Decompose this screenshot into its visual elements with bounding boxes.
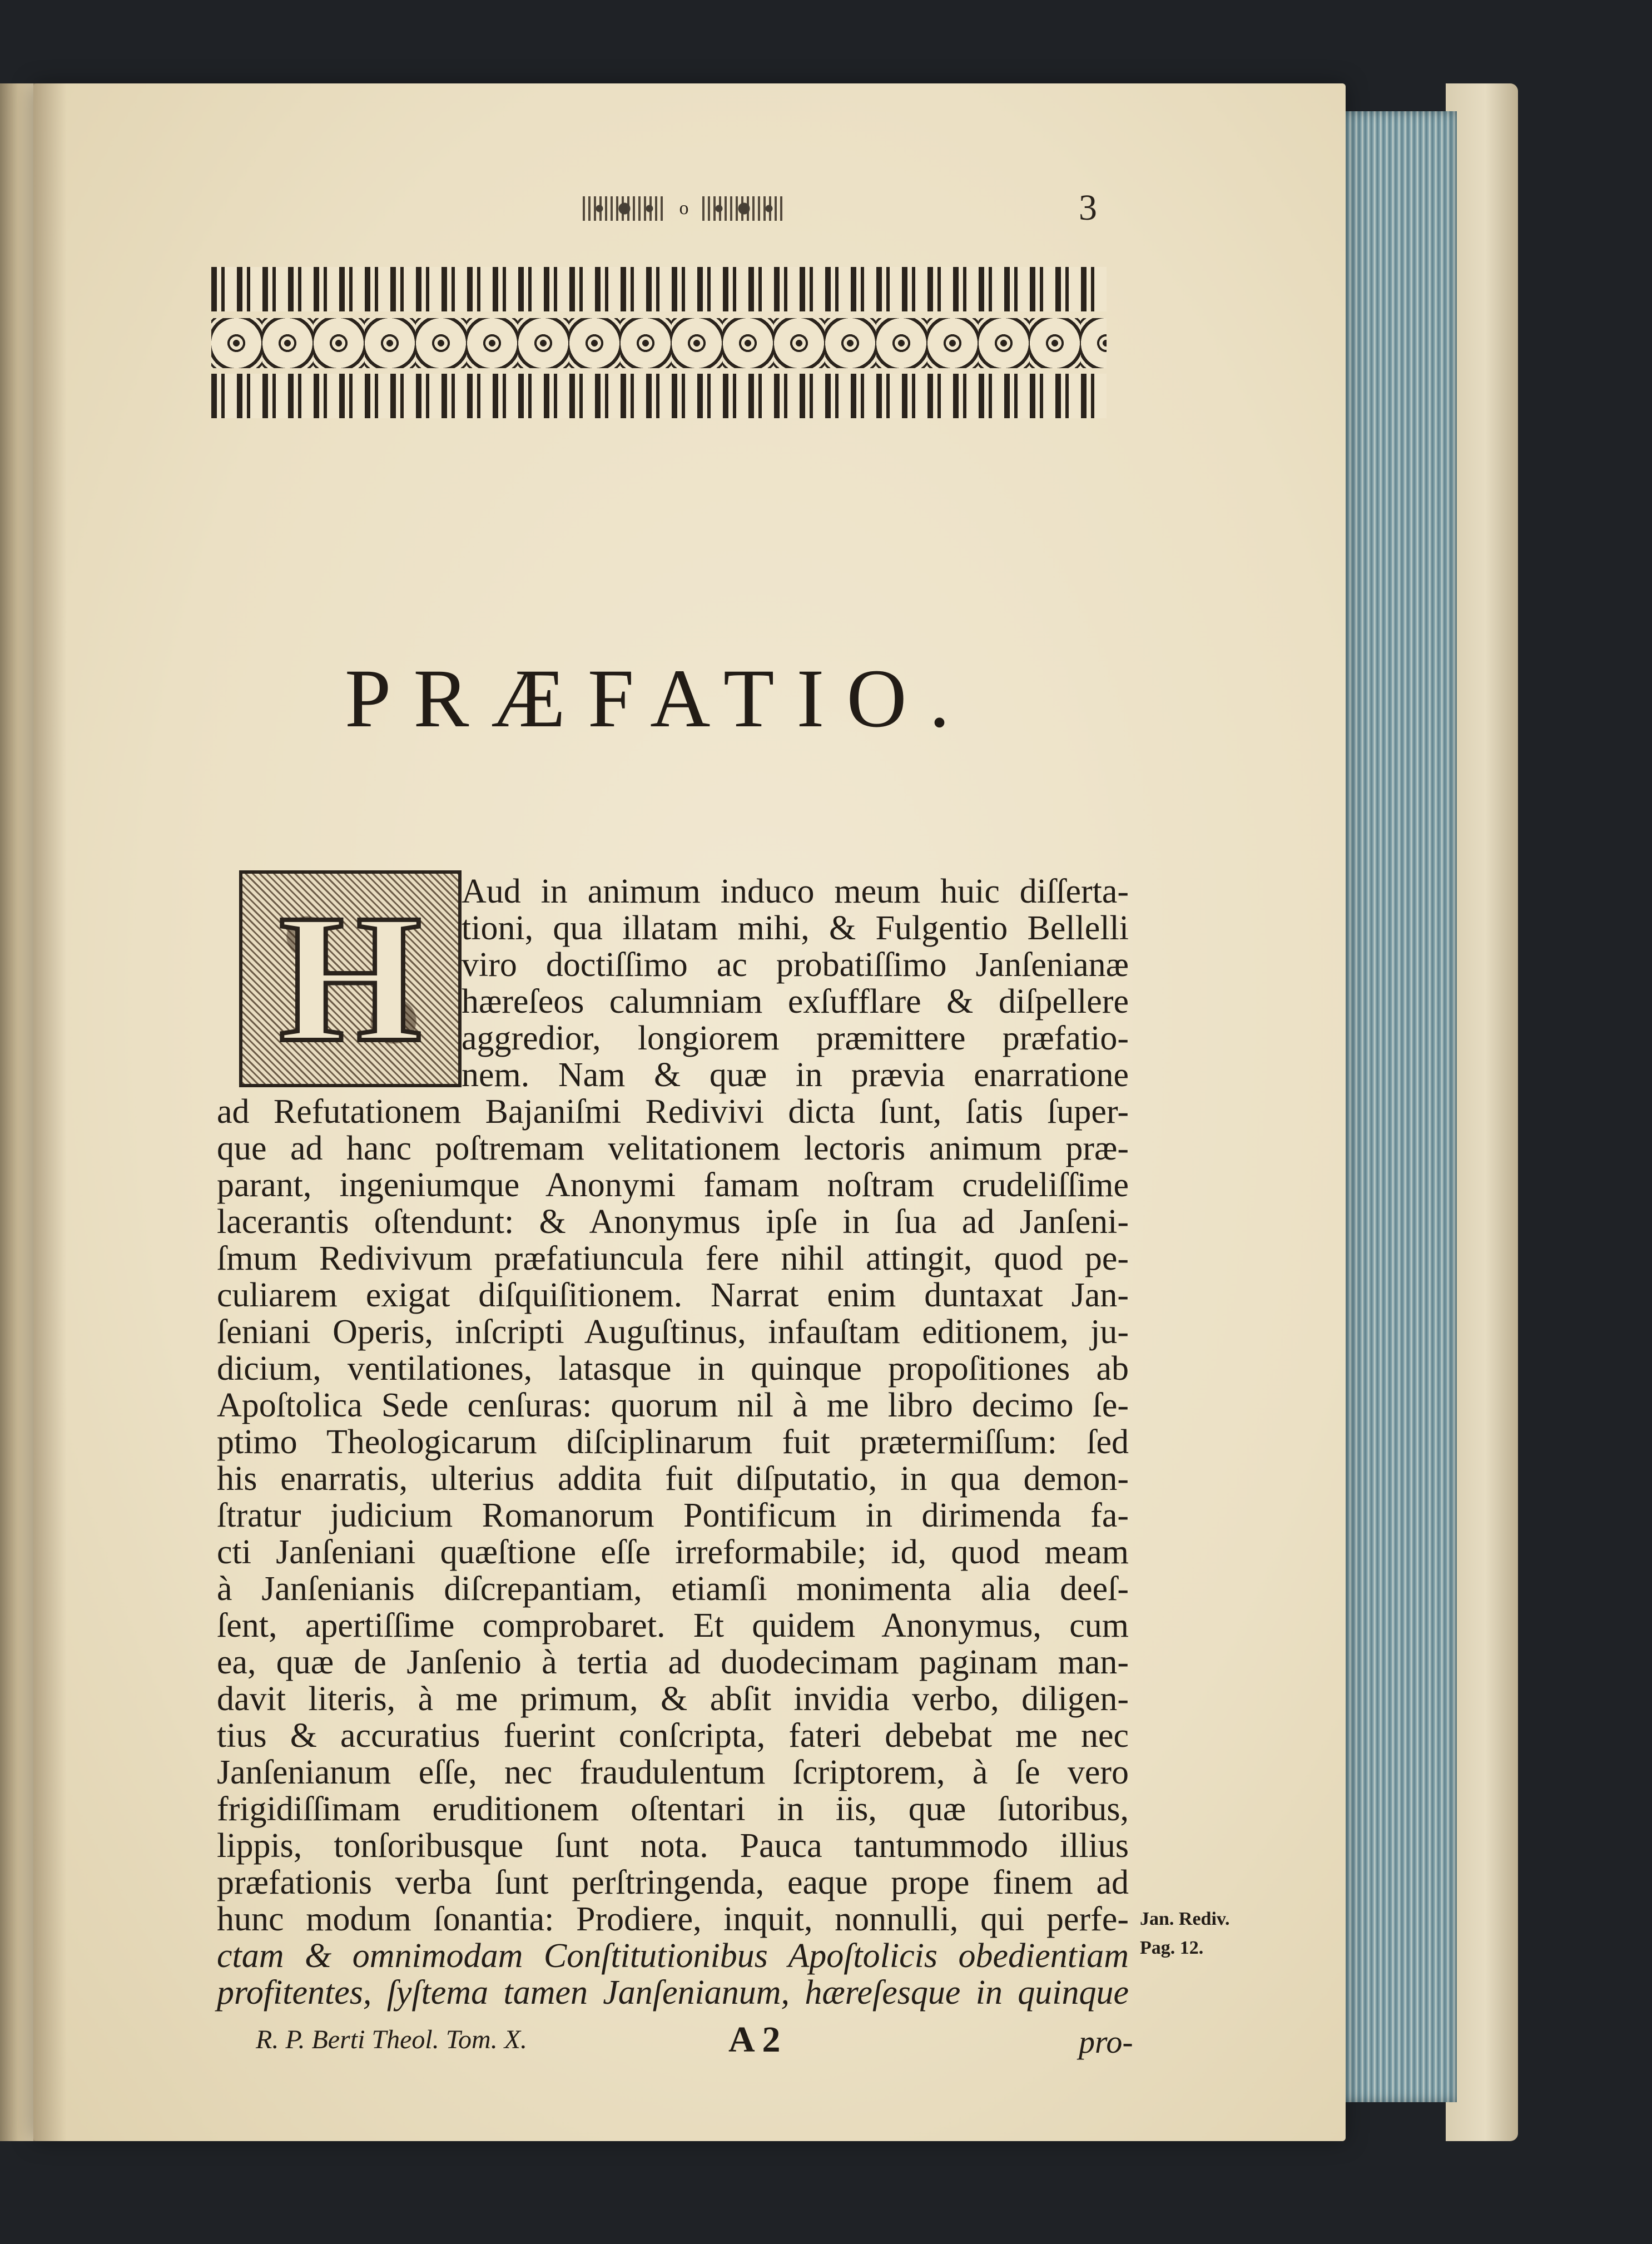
page-gutter — [33, 83, 67, 2141]
text-line: hæreſeos calumniam exſufflare & diſpellere — [462, 983, 1129, 1021]
footer-signature: R. P. Berti Theol. Tom. X. — [256, 2025, 528, 2054]
headpiece-band-bottom — [211, 374, 1107, 418]
text-line: Apoſtolica Sede cenſuras: quorum nil à me libro decimo ſe- — [217, 1386, 1129, 1424]
text-line: his enarratis, ulterius addita fuit diſputatio, in qua demon- — [217, 1460, 1129, 1498]
text-line: tioni, qua illatam mihi, & Fulgentio Bellelli — [462, 909, 1129, 947]
text-line: præfationis verba ſunt perſtringenda, eaque prope finem ad — [217, 1864, 1129, 1901]
header-ornament — [567, 189, 801, 228]
ornament-left-icon — [583, 196, 666, 221]
decorated-initial-icon — [239, 870, 462, 1087]
text-line: ſmum Redivivum præfatiuncula fere nihil attingit, quod pe- — [217, 1240, 1129, 1277]
text-line: cti Janſeniani quæſtione eſſe irreformabile; id, quod meam — [217, 1533, 1129, 1571]
text-line: ptimo Theologicarum diſciplinarum fuit prætermiſſum: ſed — [217, 1423, 1129, 1461]
margin-note: Pag. 12. — [1140, 1938, 1204, 1958]
headpiece-band-top — [211, 267, 1107, 311]
text-line: lacerantis oſtendunt: & Anonymus ipſe in ſua ad Janſeni- — [217, 1203, 1129, 1241]
text-line: à Janſenianis diſcrepantiam, etiamſi monimenta alia deeſ- — [217, 1570, 1129, 1608]
text-line: davit literis, à me primum, & abſit invidia verbo, diligen- — [217, 1680, 1129, 1718]
text-line: nem. Nam & quæ in prævia enarratione — [462, 1056, 1129, 1094]
text-line: dicium, ventilationes, latasque in quinque propoſitiones ab — [217, 1350, 1129, 1388]
text-line: Janſenianum eſſe, nec fraudulentum ſcriptorem, à ſe vero — [217, 1753, 1129, 1791]
text-line: ctam & omnimodam Conſtitutionibus Apoſtolicis obedientiam — [217, 1937, 1129, 1975]
page-title: PRÆFATIO. — [345, 652, 973, 745]
text-line: hunc modum ſonantia: Prodiere, inquit, nonnulli, qui perfe- — [217, 1900, 1129, 1938]
book-page — [33, 83, 1346, 2141]
text-line: ſtratur judicium Romanorum Pontificum in dirimenda fa- — [217, 1497, 1129, 1534]
initial-letter: H — [279, 877, 422, 1080]
signature-mark: A 2 — [728, 2019, 781, 2060]
page-number: 3 — [1079, 187, 1097, 228]
text-line: ſeniani Operis, inſcripti Auguſtinus, infauſtam editionem, ju- — [217, 1313, 1129, 1351]
text-line: profitentes, ſyſtema tamen Janſenianum, hæreſesque in quinque — [217, 1974, 1129, 2012]
text-line: Aud in animum induco meum huic diſſerta- — [462, 873, 1129, 910]
text-line: culiarem exigat diſquiſitionem. Narrat enim duntaxat Jan- — [217, 1276, 1129, 1314]
text-line: aggredior, longiorem præmittere præfatio- — [462, 1019, 1129, 1057]
text-line: ea, quæ de Janſenio à tertia ad duodecimam paginam man- — [217, 1643, 1129, 1681]
text-line: parant, ingeniumque Anonymi famam noſtram crudeliſſime — [217, 1166, 1129, 1204]
text-line: tius & accuratius fuerint conſcripta, fateri debebat me nec — [217, 1717, 1129, 1755]
text-line: viro doctiſſimo ac probatiſſimo Janſenianæ — [462, 946, 1129, 984]
ornament-right-icon — [702, 196, 786, 221]
text-line: lippis, tonſoribusque ſunt nota. Pauca tantummodo illius — [217, 1827, 1129, 1865]
text-line: ad Refutationem Bajaniſmi Redivivi dicta ſunt, ſatis ſuper- — [217, 1093, 1129, 1131]
catchword: pro- — [1079, 2024, 1133, 2060]
margin-note: Jan. Rediv. — [1140, 1909, 1230, 1929]
text-line: ſent, apertiſſime comprobaret. Et quidem Anonymus, cum — [217, 1607, 1129, 1644]
text-line: frigidiſſimam eruditionem oſtentari in iis, quæ ſutoribus, — [217, 1790, 1129, 1828]
page-stack-edge — [1329, 111, 1457, 2102]
headpiece-band-middle — [211, 318, 1107, 368]
text-line: que ad hanc poſtremam velitationem lectoris animum præ- — [217, 1130, 1129, 1167]
ornament-center: o — [679, 198, 689, 219]
